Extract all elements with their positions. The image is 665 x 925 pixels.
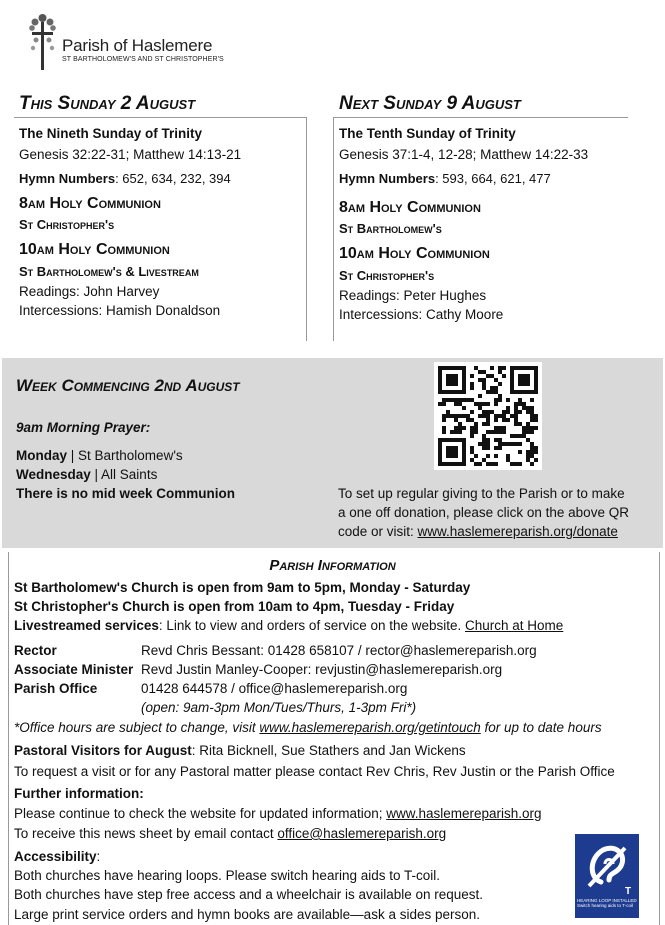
monday-line	[16, 448, 183, 463]
this-sunday-readers: Readings: John Harvey	[19, 284, 160, 299]
parish-logo	[28, 12, 224, 70]
wednesday-place: | All Saints	[90, 467, 158, 482]
giving-line-3	[338, 524, 618, 539]
this-sunday-day: The Nineth Sunday of Trinity	[19, 126, 203, 141]
accessibility-label	[14, 848, 100, 865]
rector-label: Rector	[14, 643, 57, 658]
assoc-minister-label: Associate Minister	[14, 662, 134, 677]
newsletter-line	[14, 825, 446, 842]
office-email-link[interactable]: office@haslemereparish.org	[277, 826, 447, 841]
monday-day: Monday	[16, 448, 68, 463]
wednesday-line	[16, 467, 157, 482]
parish-info-title: Parish Information	[269, 557, 396, 574]
hymns-value: : 652, 634, 232, 394	[115, 171, 231, 186]
giving-line-3-text: code or visit:	[338, 524, 418, 539]
office-hours: (open: 9am-3pm Mon/Tues/Thurs, 1-3pm Fri*)	[141, 700, 417, 715]
rector-value: Revd Chris Bessant: 01428 658107 / rector@haslemereparish.org	[141, 643, 537, 658]
svg-text:T: T	[625, 886, 632, 897]
this-sunday-hymns	[19, 170, 231, 188]
pastoral-label: Pastoral Visitors for August	[14, 743, 192, 758]
hearing-loop-caption: HEARING LOOP INSTALLED Switch hearing aids to T-coil	[577, 898, 637, 908]
this-sunday-service2: 10am Holy Communion	[19, 241, 170, 258]
week-heading: Week Commencing 2nd August	[16, 376, 240, 395]
office-note	[14, 719, 602, 736]
this-sunday-intercessions: Intercessions: Hamish Donaldson	[19, 303, 221, 318]
livestream-label: Livestreamed services	[14, 618, 159, 633]
further-info-line	[14, 805, 542, 822]
next-sunday-service2: 10am Holy Communion	[339, 245, 490, 262]
pastoral-value: : Rita Bicknell, Sue Stathers and Jan Wickens	[191, 743, 466, 758]
next-sunday-readings: Genesis 37:1-4, 12-28; Matthew 14:22-33	[339, 147, 589, 162]
wednesday-day: Wednesday	[16, 467, 91, 482]
parish-office-value: 01428 644578 / office@haslemereparish.org	[141, 681, 408, 696]
hymns-label: Hymn Numbers	[19, 171, 116, 186]
further-info-text: Please continue to check the website for updated information;	[14, 806, 387, 821]
no-communion-note: There is no mid week Communion	[16, 486, 236, 501]
morning-prayer-label: 9am Morning Prayer:	[16, 420, 151, 435]
next-sunday-service1: 8am Holy Communion	[339, 199, 481, 216]
hymns-label: Hymn Numbers	[339, 171, 436, 186]
hearing-loop-icon	[575, 834, 639, 918]
next-sunday-service1-location: St Bartholomew's	[339, 221, 442, 236]
donate-link[interactable]: www.haslemereparish.org/donate	[417, 524, 618, 539]
this-sunday-service1-location: St Christopher's	[19, 217, 115, 232]
accessibility-line-1: Both churches have hearing loops. Please switch hearing aids to T-coil.	[14, 868, 440, 883]
donate-qr-code[interactable]	[434, 362, 542, 470]
office-note-end: for up to date hours	[480, 720, 602, 735]
accessibility-line-3: Large print service orders and hymn books are available—ask a sides person.	[14, 907, 480, 922]
assoc-minister-value: Revd Justin Manley-Cooper: revjustin@haslemereparish.org	[141, 662, 503, 677]
office-note-text: *Office hours are subject to change, visit	[14, 720, 260, 735]
next-sunday-day: The Tenth Sunday of Trinity	[339, 126, 516, 141]
further-info-label: Further information:	[14, 786, 144, 801]
next-sunday-hymns	[339, 170, 551, 188]
pastoral-line	[14, 742, 466, 759]
logo-title: Parish of Haslemere	[62, 36, 213, 55]
accessibility-colon: :	[96, 849, 101, 864]
open-hours-bartholomew: St Bartholomew's Church is open from 9am to 5pm, Monday - Saturday	[14, 580, 471, 595]
getintouch-link[interactable]: www.haslemereparish.org/getintouch	[259, 720, 481, 735]
this-sunday-service1: 8am Holy Communion	[19, 195, 161, 212]
parish-office-label: Parish Office	[14, 681, 98, 696]
this-sunday-heading: This Sunday 2 August	[19, 93, 196, 114]
monday-place: | St Bartholomew's	[67, 448, 183, 463]
open-hours-christopher: St Christopher's Church is open from 10am to 4pm, Tuesday - Friday	[14, 599, 455, 614]
this-sunday-service2-location: St Bartholomew's & Livestream	[19, 264, 199, 279]
accessibility-title: Accessibility	[14, 849, 97, 864]
giving-line-2: a one off donation, please click on the above QR	[338, 505, 629, 520]
livestream-line	[14, 617, 563, 634]
next-sunday-readers: Readings: Peter Hughes	[339, 288, 487, 303]
logo-subtitle: ST BARTHOLOMEW'S AND ST CHRISTOPHER'S	[62, 56, 224, 63]
accessibility-line-2: Both churches have step free access and a wheelchair is available on request.	[14, 887, 484, 902]
hymns-value: : 593, 664, 621, 477	[435, 171, 551, 186]
next-sunday-service2-location: St Christopher's	[339, 268, 435, 283]
next-sunday-heading: Next Sunday 9 August	[339, 93, 521, 114]
this-sunday-readings: Genesis 32:22-31; Matthew 14:13-21	[19, 147, 242, 162]
giving-line-1: To set up regular giving to the Parish or to make	[338, 486, 625, 501]
tree-cross-icon	[28, 12, 58, 70]
church-at-home-link[interactable]: Church at Home	[465, 618, 564, 633]
newsletter-text: To receive this news sheet by email contact	[14, 826, 278, 841]
next-sunday-intercessions: Intercessions: Cathy Moore	[339, 307, 504, 322]
website-link[interactable]: www.haslemereparish.org	[386, 806, 542, 821]
pastoral-request: To request a visit or for any Pastoral matter please contact Rev Chris, Rev Justin or the Parish Office	[14, 764, 615, 779]
livestream-text: : Link to view and orders of service on the website.	[158, 618, 466, 633]
